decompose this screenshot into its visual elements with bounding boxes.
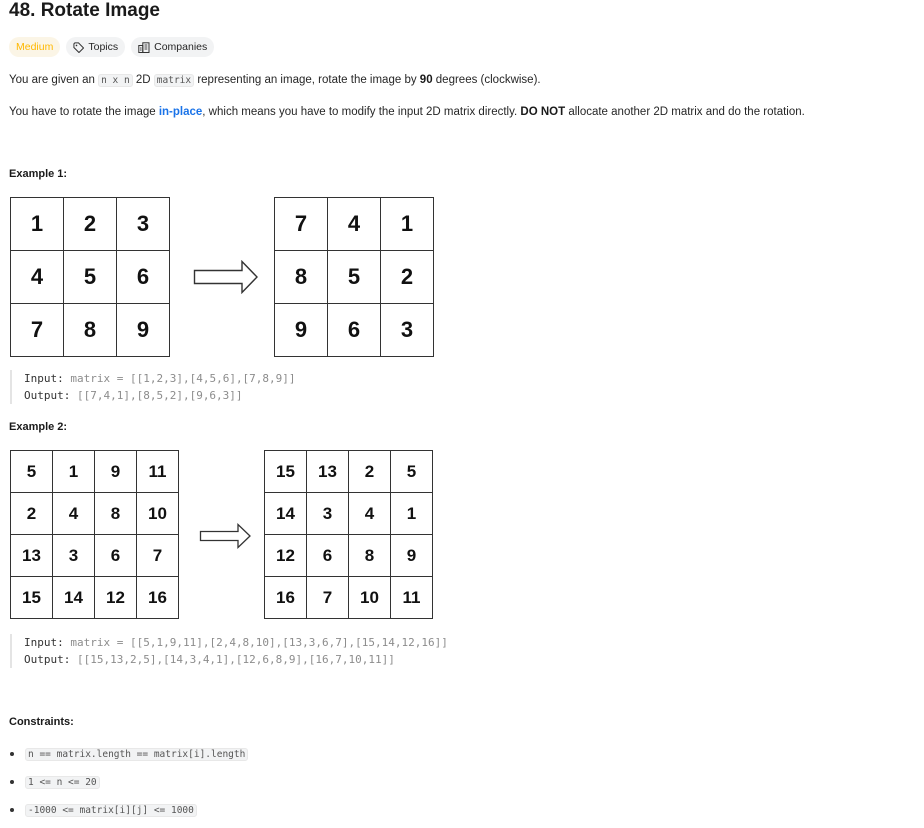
matrix-row (265, 577, 433, 619)
matrix-row (11, 251, 170, 304)
example-1-output-matrix (274, 197, 434, 357)
input-label: Input: (24, 372, 64, 385)
description-paragraph-1 (9, 72, 541, 89)
matrix-cell: 1 (381, 198, 434, 251)
text: representing an image, rotate the image by (194, 74, 420, 86)
example-2-heading: Example 2: (9, 421, 68, 433)
input-label: Input: (24, 636, 64, 649)
matrix-cell: 8 (275, 251, 328, 304)
matrix-cell: 11 (137, 451, 179, 493)
matrix-cell: 6 (117, 251, 170, 304)
matrix-cell: 16 (265, 577, 307, 619)
bold-text: DO NOT (520, 106, 566, 118)
text: degrees (clockwise). (432, 74, 541, 86)
example-1-input-matrix (10, 197, 170, 357)
companies-button[interactable] (131, 37, 214, 57)
matrix-row (265, 451, 433, 493)
matrix-cell: 15 (265, 451, 307, 493)
example-1-io (10, 370, 296, 404)
matrix-row (265, 535, 433, 577)
matrix-cell: 3 (53, 535, 95, 577)
example-1-heading: Example 1: (9, 168, 68, 180)
constraints-heading: Constraints: (9, 716, 74, 728)
matrix-row (265, 493, 433, 535)
matrix-cell: 4 (53, 493, 95, 535)
companies-label: Companies (154, 41, 208, 53)
matrix-cell: 11 (391, 577, 433, 619)
text: You have to rotate the image (9, 106, 159, 118)
tag-icon (73, 42, 84, 53)
difficulty-badge: Medium (9, 37, 60, 57)
constraint-item (9, 772, 248, 800)
building-icon (138, 42, 150, 53)
example-2-input-matrix (10, 450, 179, 619)
text: You are given an (9, 74, 99, 86)
matrix-cell: 15 (11, 577, 53, 619)
matrix-cell: 12 (265, 535, 307, 577)
matrix-row (275, 304, 434, 357)
matrix-row (11, 493, 179, 535)
matrix-cell: 6 (95, 535, 137, 577)
text: allocate another 2D matrix and do the rotation. (565, 106, 805, 118)
matrix-cell: 13 (307, 451, 349, 493)
matrix-row (275, 251, 434, 304)
matrix-cell: 14 (265, 493, 307, 535)
matrix-cell: 13 (11, 535, 53, 577)
matrix-cell: 1 (391, 493, 433, 535)
matrix-cell: 8 (95, 493, 137, 535)
matrix-cell: 9 (95, 451, 137, 493)
output-label: Output: (24, 389, 71, 402)
matrix-cell: 5 (328, 251, 381, 304)
description-paragraph-2 (9, 104, 805, 120)
matrix-cell: 3 (117, 198, 170, 251)
topics-button[interactable] (66, 37, 125, 57)
output-value: [[7,4,1],[8,5,2],[9,6,3]] (76, 389, 243, 402)
matrix-cell: 9 (391, 535, 433, 577)
matrix-cell: 5 (64, 251, 117, 304)
constraint-item (9, 800, 248, 828)
matrix-cell: 7 (137, 535, 179, 577)
input-value: matrix = [[1,2,3],[4,5,6],[7,8,9]] (70, 372, 296, 385)
inline-code: matrix (154, 74, 194, 87)
matrix-cell: 7 (275, 198, 328, 251)
matrix-cell: 16 (137, 577, 179, 619)
matrix-cell: 3 (307, 493, 349, 535)
constraints-list (9, 744, 248, 828)
example-2-io (10, 634, 448, 668)
matrix-cell: 1 (11, 198, 64, 251)
matrix-cell: 5 (391, 451, 433, 493)
matrix-row (275, 198, 434, 251)
matrix-cell: 4 (11, 251, 64, 304)
matrix-cell: 7 (307, 577, 349, 619)
matrix-cell: 8 (349, 535, 391, 577)
matrix-cell: 8 (64, 304, 117, 357)
matrix-cell: 14 (53, 577, 95, 619)
matrix-row (11, 535, 179, 577)
output-value: [[15,13,2,5],[14,3,4,1],[12,6,8,9],[16,7,10,11]] (76, 653, 395, 666)
matrix-cell: 9 (275, 304, 328, 357)
topics-label: Topics (88, 41, 119, 53)
matrix-cell: 7 (11, 304, 64, 357)
matrix-cell: 2 (11, 493, 53, 535)
in-place-link[interactable]: in-place (158, 106, 203, 118)
matrix-cell: 4 (328, 198, 381, 251)
constraint-code: n == matrix.length == matrix[i].length (25, 748, 248, 761)
matrix-cell: 10 (349, 577, 391, 619)
right-arrow-icon (193, 260, 259, 294)
problem-title: 48. Rotate Image (9, 0, 160, 21)
matrix-cell: 3 (381, 304, 434, 357)
matrix-cell: 6 (328, 304, 381, 357)
matrix-cell: 4 (349, 493, 391, 535)
constraint-code: 1 <= n <= 20 (25, 776, 100, 789)
matrix-cell: 12 (95, 577, 137, 619)
inline-code: n x n (98, 74, 133, 87)
matrix-cell: 2 (349, 451, 391, 493)
matrix-row (11, 451, 179, 493)
matrix-cell: 9 (117, 304, 170, 357)
matrix-cell: 2 (381, 251, 434, 304)
matrix-cell: 2 (64, 198, 117, 251)
right-arrow-icon (199, 523, 252, 549)
text: 2D (132, 74, 154, 86)
matrix-cell: 1 (53, 451, 95, 493)
example-2-output-matrix (264, 450, 433, 619)
output-label: Output: (24, 653, 71, 666)
matrix-cell: 6 (307, 535, 349, 577)
bold-text: 90 (419, 74, 433, 86)
matrix-row (11, 198, 170, 251)
matrix-row (11, 577, 179, 619)
text: , which means you have to modify the input 2D matrix directly. (202, 106, 521, 118)
constraint-item (9, 744, 248, 772)
matrix-row (11, 304, 170, 357)
matrix-cell: 10 (137, 493, 179, 535)
matrix-cell: 5 (11, 451, 53, 493)
constraint-code: -1000 <= matrix[i][j] <= 1000 (25, 804, 197, 817)
problem-tags (9, 37, 214, 57)
input-value: matrix = [[5,1,9,11],[2,4,8,10],[13,3,6,7],[15,14,12,16]] (70, 636, 448, 649)
